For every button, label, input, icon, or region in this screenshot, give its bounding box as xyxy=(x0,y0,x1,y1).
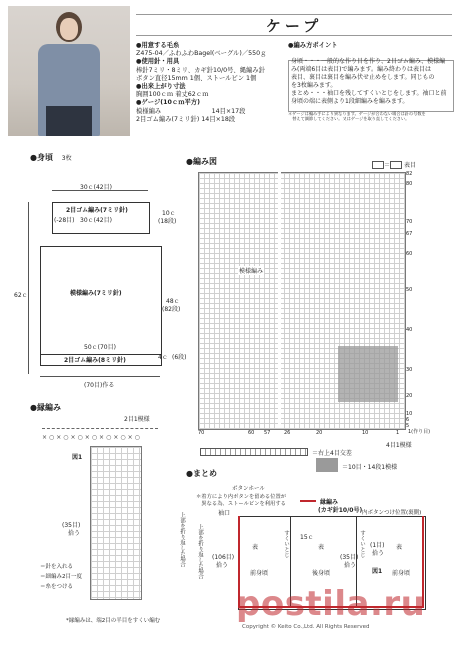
yarn-text: Z475-04／ふわふわBagel(ベーグル)／550ｇ xyxy=(136,50,267,58)
rib-bottom-label: 2目ゴム編み(8ミリ針) xyxy=(64,357,126,364)
edge-pick: 拾う xyxy=(68,530,81,537)
tools-text-2: ボタン直径15mm 1個、ストールピン 1個 xyxy=(136,74,257,82)
pick-106: (106目) xyxy=(212,554,235,561)
side-line xyxy=(28,202,29,374)
omote-3: 表 xyxy=(396,544,403,551)
points-line: 身頃の端に表側より1段細編みを編みます。 xyxy=(291,97,409,105)
edge-heading: ●縁編み xyxy=(30,403,61,412)
edge-legend-1: ＝針を入れる xyxy=(40,564,74,570)
assembly-note xyxy=(196,494,286,508)
edge-symbols: ×○×○×○×○×○×○×○ xyxy=(42,434,142,441)
row-number: 67 xyxy=(406,231,413,237)
pick-1-b: 拾う xyxy=(372,550,385,557)
cable-legend-label: ＝右上4目交差 xyxy=(312,450,352,457)
button-hole-label: ボタンホール xyxy=(232,486,265,492)
key-eq: ＝ xyxy=(384,162,391,169)
points-line: を3枚編みます。 xyxy=(291,81,337,89)
inner-button-label: 内ボタンつけ位置(裏側) xyxy=(362,510,422,516)
gauge-text-1: 模様編み 14目×17段 xyxy=(136,107,246,115)
edge-fig: 図1 xyxy=(72,454,83,461)
size-text: 胸囲100ｃｍ 着丈62ｃｍ xyxy=(136,91,209,99)
seam-label-1: すくいとじ xyxy=(283,530,289,558)
fold-top-left-2: 上部を折り返した場合 xyxy=(197,524,203,579)
points-heading: ●編み方ポイント xyxy=(288,42,338,49)
rib-top-label: 2目ゴム編み(7ミリ針) xyxy=(66,207,128,214)
col-number: 1 xyxy=(396,430,400,436)
chart-repeat-label: 4目1模様 xyxy=(386,442,412,449)
row-number: 10 xyxy=(406,411,413,417)
footnote-line: 替えて調節してください。又はゲージを取り直してください。 xyxy=(288,116,410,122)
watermark: postila.ru xyxy=(236,584,426,624)
rib-bottom-rows: (6段) xyxy=(172,354,187,361)
body-heading xyxy=(30,152,72,163)
yarn-heading: ●用意する毛糸 xyxy=(136,42,180,49)
sleeve-label: 袖口 xyxy=(218,510,231,517)
points-line: 身頃・・・一般的な作り目を作り、2目ゴム編み、模様編 xyxy=(291,58,446,65)
rib-top-rows: (18段) xyxy=(158,218,177,225)
omote-2: 表 xyxy=(318,544,325,551)
side-length: 62ｃ xyxy=(14,292,28,299)
points-footnote xyxy=(288,111,454,122)
chart-pattern-label: 模様編み xyxy=(239,268,264,275)
pattern-height: 48ｃ xyxy=(166,298,180,305)
gauge-text-2: 2目ゴム編み(7ミリ針) 14目×18段 xyxy=(136,115,236,123)
edging-key-line xyxy=(300,500,316,502)
row-number: 30 xyxy=(406,367,413,373)
pattern-label: 模様編み(7ミリ針) xyxy=(70,290,122,297)
rib-top-height: 10ｃ xyxy=(162,210,176,217)
pick-106-b: 拾う xyxy=(216,562,229,569)
fold-top-left: 上部を折り返した場合 xyxy=(179,512,185,567)
col-number: 10 xyxy=(362,430,369,436)
size-heading: ●出来上がり寸法 xyxy=(136,83,186,91)
edge-rows: (35目) xyxy=(62,522,81,529)
row-number: 60 xyxy=(406,251,413,257)
col-number: 20 xyxy=(316,430,323,436)
bottom-width: 50ｃ(70目) xyxy=(84,344,116,351)
model-pants xyxy=(46,106,92,136)
chart-heading: ●編み図 xyxy=(186,157,217,166)
back-label: 後身頃 xyxy=(312,570,331,577)
key-box xyxy=(372,161,384,169)
pick-1: (1目) xyxy=(370,542,385,549)
key-box-2 xyxy=(390,161,402,169)
model-photo xyxy=(8,6,130,136)
seam-label-2: すくいとじ xyxy=(359,530,365,558)
front-left-label: 前身頃 xyxy=(250,570,269,577)
chart-gap xyxy=(278,172,281,428)
assembly-heading: ●まとめ xyxy=(186,469,217,478)
points-line: まとめ・・・袖口を残してすくいとじをします。袖口と前 xyxy=(291,89,447,97)
rib-top-dec: (-28目) xyxy=(54,217,75,224)
row-number: 5 xyxy=(406,423,410,429)
col-number: 26 xyxy=(284,430,291,436)
body-count: 3枚 xyxy=(61,155,72,162)
width-15: 15ｃ xyxy=(300,534,314,541)
edge-legend xyxy=(40,562,82,592)
assembly-fig1: 図1 xyxy=(372,568,383,575)
row-number: 6 xyxy=(406,417,410,423)
row-number: 20 xyxy=(406,393,413,399)
row-number: 40 xyxy=(406,327,413,333)
edging-label: 縁編み xyxy=(320,499,339,506)
row-number: 80 xyxy=(406,181,413,187)
pick-35: (35目) xyxy=(340,554,359,561)
edge-repeat: 2目1模様 xyxy=(124,416,150,423)
tools-text-1: 棒針7ミリ・8ミリ、カギ針10/0号、縄編み針 xyxy=(136,66,265,74)
edge-chart-grid xyxy=(90,446,142,600)
pattern-rows: (82段) xyxy=(162,306,181,313)
key-label: 表目 xyxy=(404,162,417,169)
col-number: 57 xyxy=(264,430,271,436)
edge-legend-3: ＝糸をつける xyxy=(40,584,74,590)
points-line: 表目、裏目は裏目を編み伏せ止めをします。同じもの xyxy=(291,73,435,81)
assembly-note-2: 異なる為、ストールピンを利用する xyxy=(196,501,286,507)
chart-repeat-block xyxy=(338,346,398,402)
top-width-label: 30ｃ(42目) xyxy=(80,184,112,191)
edging-hook-label: (カギ針10/0号) xyxy=(318,507,363,514)
cast-on-label: (70目)作る xyxy=(84,382,115,389)
edge-row-line xyxy=(42,428,158,429)
assembly-note-1: ＊着方により内ボタンを留める位置が xyxy=(196,494,287,500)
edge-legend-2: ＝細編み2目一度 xyxy=(40,574,82,580)
footnote-line: ＊ゲージは編み手により異なります。ゲージが合わない場合は針の号数を xyxy=(288,111,426,116)
points-line: み(両端6目は表目)で編みます。編み終わりは表目は xyxy=(291,65,432,73)
materials-block xyxy=(136,42,286,124)
row-number: 82 xyxy=(406,171,413,177)
body-heading-text: ●身頃 xyxy=(30,153,53,162)
chart-start-label: 1(作り目) xyxy=(408,429,431,435)
cast-on-line xyxy=(40,376,160,377)
copyright: Copyright © Keito Co.,Ltd. All Rights Reserved xyxy=(242,624,370,630)
cable-legend-swatch xyxy=(200,448,308,456)
row-number: 50 xyxy=(406,287,413,293)
pick-35-b: 拾う xyxy=(344,562,357,569)
block-legend-label: ＝10目・14段1模様 xyxy=(342,464,398,471)
page-title: ケープ xyxy=(265,17,323,35)
block-legend-swatch xyxy=(316,458,338,472)
front-right-label: 前身頃 xyxy=(392,570,411,577)
rib-top-width: 30ｃ(42目) xyxy=(80,217,112,224)
col-number: 70 xyxy=(198,430,205,436)
edge-note: *縁編みは、端2目の半目をすくい編む xyxy=(66,618,161,624)
model-face xyxy=(60,18,78,40)
top-width-line xyxy=(52,190,148,191)
points-text xyxy=(291,58,453,105)
rib-bottom-height: 4ｃ xyxy=(158,354,168,361)
col-number: 60 xyxy=(248,430,255,436)
tools-heading: ●使用針・用具 xyxy=(136,58,180,66)
omote-1: 表 xyxy=(252,544,259,551)
row-number: 70 xyxy=(406,219,413,225)
gauge-heading: ●ゲージ(10ｃｍ平方) xyxy=(136,99,200,107)
